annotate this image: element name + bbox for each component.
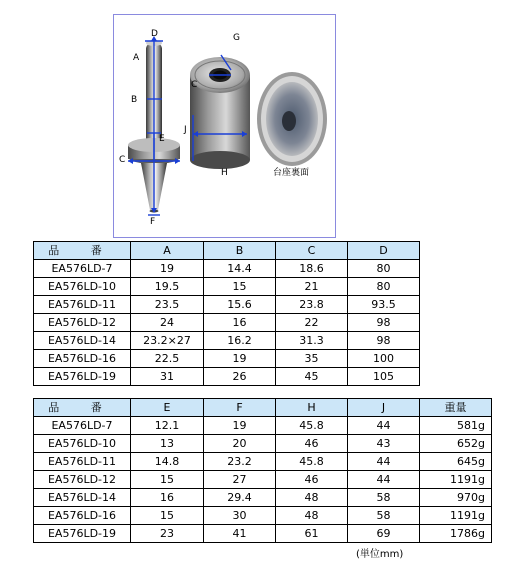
table-cell: 30 <box>204 507 276 525</box>
table-cell: 1191g <box>420 471 492 489</box>
base-back-label: 台座裏面 <box>273 168 310 178</box>
column-header: E <box>131 399 204 417</box>
column-header: C <box>276 242 348 260</box>
table-cell: 27 <box>204 471 276 489</box>
table-cell: 23.5 <box>131 296 204 314</box>
table-cell: 31 <box>131 368 204 386</box>
spec-table-dimensions-2 <box>33 398 492 543</box>
table-cell: 44 <box>348 417 420 435</box>
table-cell: 581g <box>420 417 492 435</box>
part-number-cell: EA576LD-12 <box>34 314 131 332</box>
table-cell: 46 <box>276 435 348 453</box>
table-cell: 46 <box>276 471 348 489</box>
table-cell: 23 <box>131 525 204 543</box>
table-cell: 23.2×27 <box>131 332 204 350</box>
table-cell: 22.5 <box>131 350 204 368</box>
table-cell: 31.3 <box>276 332 348 350</box>
table-cell: 14.8 <box>131 453 204 471</box>
table-row <box>34 525 492 543</box>
table-cell: 105 <box>348 368 420 386</box>
table-row <box>34 296 420 314</box>
table-cell: 21 <box>276 278 348 296</box>
column-header: H <box>276 399 348 417</box>
table-cell: 23.2 <box>204 453 276 471</box>
part-number-cell: EA576LD-7 <box>34 260 131 278</box>
table-cell: 48 <box>276 507 348 525</box>
table-cell: 100 <box>348 350 420 368</box>
product-photo <box>113 14 336 238</box>
table-cell: 1191g <box>420 507 492 525</box>
column-header: 重量 <box>420 399 492 417</box>
table-cell: 26 <box>204 368 276 386</box>
part-number-cell: EA576LD-10 <box>34 278 131 296</box>
table-cell: 98 <box>348 332 420 350</box>
part-number-cell: EA576LD-7 <box>34 417 131 435</box>
table-cell: 16.2 <box>204 332 276 350</box>
table-cell: 652g <box>420 435 492 453</box>
table-cell: 24 <box>131 314 204 332</box>
label-A: A <box>133 53 140 63</box>
table-cell: 15 <box>204 278 276 296</box>
table-cell: 15.6 <box>204 296 276 314</box>
table-row <box>34 435 492 453</box>
table-cell: 970g <box>420 489 492 507</box>
table-row <box>34 368 420 386</box>
column-header-part-number: 品 番 <box>34 242 131 260</box>
table-row <box>34 507 492 525</box>
table-cell: 44 <box>348 453 420 471</box>
part-number-cell: EA576LD-14 <box>34 332 131 350</box>
table-cell: 16 <box>131 489 204 507</box>
table-cell: 58 <box>348 507 420 525</box>
unit-note: (単位mm) <box>356 549 404 560</box>
part-number-cell: EA576LD-11 <box>34 453 131 471</box>
table-row <box>34 350 420 368</box>
column-header-part-number: 品 番 <box>34 399 131 417</box>
label-E: E <box>159 134 165 144</box>
table-cell: 20 <box>204 435 276 453</box>
table-cell: 22 <box>276 314 348 332</box>
table-row <box>34 489 492 507</box>
label-C-right: C <box>191 80 198 90</box>
column-header: A <box>131 242 204 260</box>
part-number-cell: EA576LD-14 <box>34 489 131 507</box>
table-row <box>34 314 420 332</box>
column-header: D <box>348 242 420 260</box>
table-cell: 80 <box>348 278 420 296</box>
die-block <box>190 57 250 169</box>
table-cell: 48 <box>276 489 348 507</box>
table-cell: 93.5 <box>348 296 420 314</box>
table-cell: 13 <box>131 435 204 453</box>
table-cell: 35 <box>276 350 348 368</box>
table-cell: 61 <box>276 525 348 543</box>
table-cell: 69 <box>348 525 420 543</box>
part-number-cell: EA576LD-19 <box>34 368 131 386</box>
table-cell: 19 <box>131 260 204 278</box>
table-cell: 18.6 <box>276 260 348 278</box>
spec-table-dimensions-1 <box>33 241 420 386</box>
table-header-row <box>34 399 492 417</box>
column-header: F <box>204 399 276 417</box>
table-cell: 19.5 <box>131 278 204 296</box>
label-H: H <box>221 168 228 178</box>
table-row <box>34 332 420 350</box>
table-cell: 80 <box>348 260 420 278</box>
table-cell: 1786g <box>420 525 492 543</box>
label-C-left: C <box>119 155 126 165</box>
part-number-cell: EA576LD-16 <box>34 350 131 368</box>
table-cell: 15 <box>131 471 204 489</box>
part-number-cell: EA576LD-12 <box>34 471 131 489</box>
table-cell: 12.1 <box>131 417 204 435</box>
table-header-row <box>34 242 420 260</box>
table-cell: 98 <box>348 314 420 332</box>
label-F: F <box>150 217 156 227</box>
label-J: J <box>184 125 187 135</box>
label-G: G <box>233 33 240 43</box>
table-row <box>34 471 492 489</box>
table-cell: 45 <box>276 368 348 386</box>
table-cell: 44 <box>348 471 420 489</box>
label-D: D <box>151 29 158 39</box>
table-cell: 45.8 <box>276 417 348 435</box>
product-illustration <box>114 15 335 237</box>
column-header: J <box>348 399 420 417</box>
part-number-cell: EA576LD-10 <box>34 435 131 453</box>
base-back <box>257 72 327 166</box>
table-row <box>34 417 492 435</box>
part-number-cell: EA576LD-16 <box>34 507 131 525</box>
table-cell: 14.4 <box>204 260 276 278</box>
table-row <box>34 453 492 471</box>
label-B: B <box>131 95 138 105</box>
table-row <box>34 278 420 296</box>
table-cell: 58 <box>348 489 420 507</box>
table-row <box>34 260 420 278</box>
part-number-cell: EA576LD-11 <box>34 296 131 314</box>
table-cell: 41 <box>204 525 276 543</box>
column-header: B <box>204 242 276 260</box>
table-cell: 645g <box>420 453 492 471</box>
table-cell: 19 <box>204 417 276 435</box>
table-cell: 43 <box>348 435 420 453</box>
table-cell: 15 <box>131 507 204 525</box>
table-cell: 19 <box>204 350 276 368</box>
table-cell: 45.8 <box>276 453 348 471</box>
table-cell: 16 <box>204 314 276 332</box>
part-number-cell: EA576LD-19 <box>34 525 131 543</box>
table-cell: 29.4 <box>204 489 276 507</box>
table-cell: 23.8 <box>276 296 348 314</box>
